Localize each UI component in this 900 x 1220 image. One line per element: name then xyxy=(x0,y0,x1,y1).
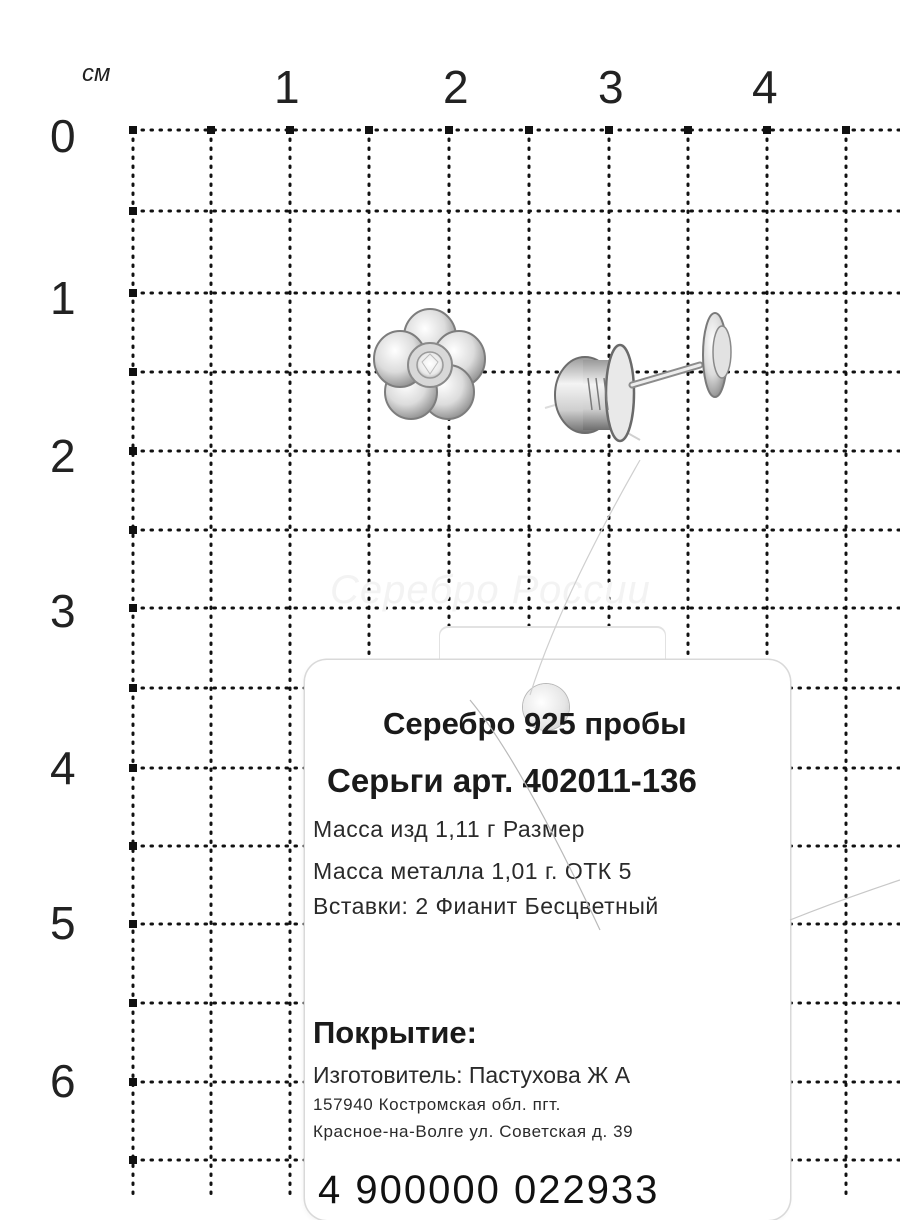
tag-item-article: Серьги арт. 402011-136 xyxy=(327,762,697,799)
ruler-x-label-1: 1 xyxy=(274,61,300,113)
tag-address-line-2: Красное-на-Волге ул. Советская д. 39 xyxy=(313,1122,634,1141)
ruler-y-label-6: 6 xyxy=(50,1055,76,1107)
tag-metal-weight: Масса металла 1,01 г. ОТК 5 xyxy=(313,858,632,884)
tag-coating: Покрытие: xyxy=(313,1015,477,1050)
ruler-y-label-0: 0 xyxy=(50,110,76,162)
ruler-unit-label: см xyxy=(82,60,111,87)
ruler-y-label-5: 5 xyxy=(50,897,76,949)
tag-inserts: Вставки: 2 Фианит Бесцветный xyxy=(313,893,659,919)
ruler-y-label-3: 3 xyxy=(50,585,76,637)
ruler-x-label-3: 3 xyxy=(598,61,624,113)
tag-barcode-number: 4 900000 022933 xyxy=(318,1168,660,1212)
ruler-x-label-4: 4 xyxy=(752,61,778,113)
flower-earring-side xyxy=(545,313,731,441)
ruler-y-label-2: 2 xyxy=(50,430,76,482)
tag-item-weight: Масса изд 1,11 г Размер xyxy=(313,816,585,842)
ruler-x-label-2: 2 xyxy=(443,61,469,113)
tag-metal-title: Серебро 925 пробы xyxy=(383,706,687,741)
flower-earring-front xyxy=(374,309,485,419)
tag-manufacturer: Изготовитель: Пастухова Ж А xyxy=(313,1062,631,1088)
ruler-y-label-4: 4 xyxy=(50,742,76,794)
tag-address-line-1: 157940 Костромская обл. пгт. xyxy=(313,1095,562,1114)
ruler-y-label-1: 1 xyxy=(50,272,76,324)
watermark-text: Серебро России xyxy=(330,568,651,612)
